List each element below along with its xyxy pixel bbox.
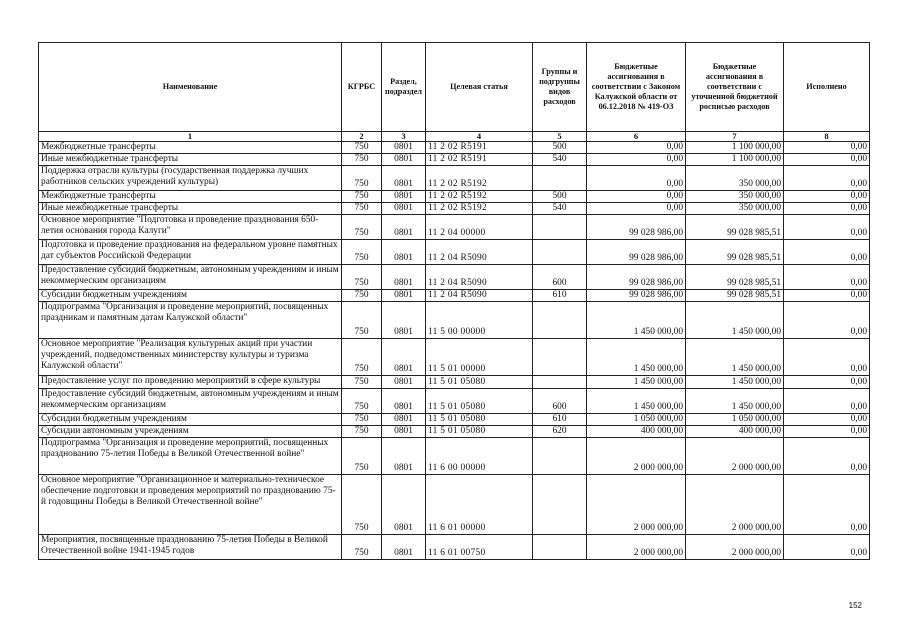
column-number: 1 [39, 132, 342, 142]
executed-amount-cell: 0,00 [784, 191, 870, 203]
target-cell: 11 2 04 R5090 [426, 290, 533, 302]
law-amount-cell: 1 450 000,00 [587, 389, 686, 414]
kgrbs-cell: 750 [342, 203, 382, 215]
law-amount-cell: 400 000,00 [587, 426, 686, 438]
razdel-cell: 0801 [382, 154, 426, 166]
razdel-cell: 0801 [382, 535, 426, 560]
column-number: 2 [342, 132, 382, 142]
kgrbs-cell: 750 [342, 438, 382, 475]
row-name-cell: Иные межбюджетные трансферты [39, 203, 342, 215]
refined-amount-cell: 2 000 000,00 [686, 438, 784, 475]
kgrbs-cell: 750 [342, 142, 382, 154]
table-row [39, 215, 870, 240]
table-row [39, 142, 870, 154]
group-cell: 620 [533, 426, 587, 438]
target-cell: 11 2 02 R5192 [426, 203, 533, 215]
column-number: 7 [686, 132, 784, 142]
table-row [39, 265, 870, 290]
kgrbs-cell: 750 [342, 240, 382, 265]
kgrbs-cell: 750 [342, 376, 382, 389]
table-row [39, 154, 870, 166]
column-number: 8 [784, 132, 870, 142]
row-name-cell: Субсидии автономным учреждениям [39, 426, 342, 438]
kgrbs-cell: 750 [342, 339, 382, 376]
column-number: 3 [382, 132, 426, 142]
executed-amount-cell: 0,00 [784, 414, 870, 426]
refined-amount-cell: 350 000,00 [686, 191, 784, 203]
kgrbs-cell: 750 [342, 191, 382, 203]
refined-amount-cell: 1 450 000,00 [686, 302, 784, 339]
executed-amount-cell: 0,00 [784, 389, 870, 414]
target-cell: 11 2 04 00000 [426, 215, 533, 240]
law-amount-cell: 1 450 000,00 [587, 376, 686, 389]
law-amount-cell: 99 028 986,00 [587, 240, 686, 265]
law-amount-cell: 0,00 [587, 191, 686, 203]
refined-amount-cell: 1 050 000,00 [686, 414, 784, 426]
row-name-cell: Предоставление субсидий бюджетным, автономным учреждениям и иным некоммерческим организациям [39, 389, 342, 414]
law-amount-cell: 2 000 000,00 [587, 475, 686, 535]
target-cell: 11 5 01 05080 [426, 426, 533, 438]
refined-amount-cell: 1 100 000,00 [686, 154, 784, 166]
group-cell [533, 475, 587, 535]
refined-amount-cell: 1 100 000,00 [686, 142, 784, 154]
group-cell [533, 535, 587, 560]
target-cell: 11 2 02 R5192 [426, 191, 533, 203]
group-cell: 610 [533, 290, 587, 302]
kgrbs-cell: 750 [342, 389, 382, 414]
executed-amount-cell: 0,00 [784, 203, 870, 215]
group-cell: 540 [533, 154, 587, 166]
razdel-cell: 0801 [382, 166, 426, 191]
executed-amount-cell: 0,00 [784, 265, 870, 290]
law-amount-cell: 0,00 [587, 154, 686, 166]
table-row [39, 240, 870, 265]
group-cell: 540 [533, 203, 587, 215]
refined-amount-cell: 99 028 985,51 [686, 240, 784, 265]
executed-amount-cell: 0,00 [784, 302, 870, 339]
budget-table [38, 42, 870, 560]
group-cell [533, 215, 587, 240]
razdel-cell: 0801 [382, 290, 426, 302]
executed-amount-cell: 0,00 [784, 339, 870, 376]
header-razdel: Раздел, подраздел [382, 43, 426, 132]
refined-amount-cell: 1 450 000,00 [686, 389, 784, 414]
kgrbs-cell: 750 [342, 535, 382, 560]
kgrbs-cell: 750 [342, 414, 382, 426]
razdel-cell: 0801 [382, 438, 426, 475]
refined-amount-cell: 99 028 985,51 [686, 290, 784, 302]
law-amount-cell: 0,00 [587, 166, 686, 191]
executed-amount-cell: 0,00 [784, 215, 870, 240]
razdel-cell: 0801 [382, 215, 426, 240]
kgrbs-cell: 750 [342, 290, 382, 302]
row-name-cell: Межбюджетные трансферты [39, 142, 342, 154]
refined-amount-cell: 350 000,00 [686, 203, 784, 215]
executed-amount-cell: 0,00 [784, 240, 870, 265]
kgrbs-cell: 750 [342, 475, 382, 535]
column-number: 4 [426, 132, 533, 142]
executed-amount-cell: 0,00 [784, 475, 870, 535]
kgrbs-cell: 750 [342, 302, 382, 339]
group-cell [533, 438, 587, 475]
row-name-cell: Предоставление субсидий бюджетным, автономным учреждениям и иным некоммерческим организациям [39, 265, 342, 290]
row-name-cell: Основное мероприятие "Подготовка и проведение празднования 650-летия основания города Калуги" [39, 215, 342, 240]
table-row [39, 535, 870, 560]
table-row [39, 166, 870, 191]
row-name-cell: Межбюджетные трансферты [39, 191, 342, 203]
group-cell: 610 [533, 414, 587, 426]
target-cell: 11 5 01 05080 [426, 414, 533, 426]
table-body [39, 142, 870, 560]
header-kgrbs: КГРБС [342, 43, 382, 132]
law-amount-cell: 1 450 000,00 [587, 302, 686, 339]
target-cell: 11 6 01 00750 [426, 535, 533, 560]
executed-amount-cell: 0,00 [784, 438, 870, 475]
target-cell: 11 5 01 05080 [426, 376, 533, 389]
law-amount-cell: 99 028 986,00 [587, 265, 686, 290]
kgrbs-cell: 750 [342, 215, 382, 240]
group-cell [533, 376, 587, 389]
row-name-cell: Подпрограмма "Организация и проведение мероприятий, посвященных празднованию 75-летия Победы в Великой Отечественной войне" [39, 438, 342, 475]
table-row [39, 426, 870, 438]
refined-amount-cell: 1 450 000,00 [686, 376, 784, 389]
header-executed: Исполнено [784, 43, 870, 132]
razdel-cell: 0801 [382, 475, 426, 535]
target-cell: 11 2 02 R5191 [426, 154, 533, 166]
table-row [39, 438, 870, 475]
refined-amount-cell: 99 028 985,51 [686, 265, 784, 290]
group-cell: 600 [533, 389, 587, 414]
executed-amount-cell: 0,00 [784, 142, 870, 154]
table-row [39, 475, 870, 535]
razdel-cell: 0801 [382, 414, 426, 426]
table-row [39, 290, 870, 302]
table-row [39, 302, 870, 339]
target-cell: 11 5 01 00000 [426, 339, 533, 376]
group-cell [533, 240, 587, 265]
group-cell: 600 [533, 265, 587, 290]
law-amount-cell: 2 000 000,00 [587, 438, 686, 475]
law-amount-cell: 0,00 [587, 142, 686, 154]
law-amount-cell: 99 028 986,00 [587, 215, 686, 240]
header-row [39, 43, 870, 132]
header-law: Бюджетные ассигнования в соответствии с Законом Калужской области от 06.12.2018 № 419-ОЗ [587, 43, 686, 132]
group-cell: 500 [533, 142, 587, 154]
group-cell: 500 [533, 191, 587, 203]
razdel-cell: 0801 [382, 339, 426, 376]
executed-amount-cell: 0,00 [784, 426, 870, 438]
refined-amount-cell: 1 450 000,00 [686, 339, 784, 376]
executed-amount-cell: 0,00 [784, 166, 870, 191]
table-row [39, 203, 870, 215]
table-row [39, 389, 870, 414]
razdel-cell: 0801 [382, 265, 426, 290]
group-cell [533, 339, 587, 376]
table-row [39, 339, 870, 376]
row-name-cell: Подпрограмма "Организация и проведение мероприятий, посвященных праздникам и памятным датам Калужской области" [39, 302, 342, 339]
razdel-cell: 0801 [382, 142, 426, 154]
row-name-cell: Основное мероприятие "Организационное и материально-техническое обеспечение подготовки и проведения мероприятий по празднованию 75-й годовщины Победы в Великой Отечественной войне" [39, 475, 342, 535]
row-name-cell: Субсидии бюджетным учреждениям [39, 290, 342, 302]
law-amount-cell: 0,00 [587, 203, 686, 215]
kgrbs-cell: 750 [342, 154, 382, 166]
refined-amount-cell: 400 000,00 [686, 426, 784, 438]
group-cell [533, 166, 587, 191]
row-name-cell: Поддержка отрасли культуры (государственная поддержка лучших работников сельских учреждений культуры) [39, 166, 342, 191]
law-amount-cell: 1 450 000,00 [587, 339, 686, 376]
header-refined: Бюджетные ассигнования в соответствии с уточненной бюджетной росписью расходов [686, 43, 784, 132]
kgrbs-cell: 750 [342, 166, 382, 191]
razdel-cell: 0801 [382, 376, 426, 389]
target-cell: 11 2 04 R5090 [426, 265, 533, 290]
column-number-row [39, 132, 870, 142]
table-row [39, 191, 870, 203]
executed-amount-cell: 0,00 [784, 154, 870, 166]
header-group: Группы и подгруппы видов расходов [533, 43, 587, 132]
refined-amount-cell: 99 028 985,51 [686, 215, 784, 240]
row-name-cell: Основное мероприятие "Реализация культурных акций при участии учреждений, подведомственных министерству культуры и туризма Калужской области" [39, 339, 342, 376]
executed-amount-cell: 0,00 [784, 535, 870, 560]
row-name-cell: Субсидии бюджетным учреждениям [39, 414, 342, 426]
target-cell: 11 5 01 05080 [426, 389, 533, 414]
header-name: Наименование [39, 43, 342, 132]
razdel-cell: 0801 [382, 302, 426, 339]
refined-amount-cell: 2 000 000,00 [686, 475, 784, 535]
target-cell: 11 2 02 R5192 [426, 166, 533, 191]
row-name-cell: Предоставление услуг по проведению мероприятий в сфере культуры [39, 376, 342, 389]
table-row [39, 376, 870, 389]
executed-amount-cell: 0,00 [784, 376, 870, 389]
target-cell: 11 2 02 R5191 [426, 142, 533, 154]
law-amount-cell: 1 050 000,00 [587, 414, 686, 426]
razdel-cell: 0801 [382, 203, 426, 215]
row-name-cell: Иные межбюджетные трансферты [39, 154, 342, 166]
group-cell [533, 302, 587, 339]
page-number: 152 [848, 601, 862, 610]
target-cell: 11 5 00 00000 [426, 302, 533, 339]
table-row [39, 414, 870, 426]
razdel-cell: 0801 [382, 240, 426, 265]
row-name-cell: Подготовка и проведение празднования на федеральном уровне памятных дат субъектов Российской Федерации [39, 240, 342, 265]
razdel-cell: 0801 [382, 191, 426, 203]
row-name-cell: Мероприятия, посвященные празднованию 75-летия Победы в Великой Отечественной войне 1941-1945 годов [39, 535, 342, 560]
target-cell: 11 6 01 00000 [426, 475, 533, 535]
column-number: 5 [533, 132, 587, 142]
column-number: 6 [587, 132, 686, 142]
razdel-cell: 0801 [382, 389, 426, 414]
law-amount-cell: 99 028 986,00 [587, 290, 686, 302]
razdel-cell: 0801 [382, 426, 426, 438]
kgrbs-cell: 750 [342, 426, 382, 438]
executed-amount-cell: 0,00 [784, 290, 870, 302]
refined-amount-cell: 2 000 000,00 [686, 535, 784, 560]
refined-amount-cell: 350 000,00 [686, 166, 784, 191]
target-cell: 11 6 00 00000 [426, 438, 533, 475]
target-cell: 11 2 04 R5090 [426, 240, 533, 265]
kgrbs-cell: 750 [342, 265, 382, 290]
law-amount-cell: 2 000 000,00 [587, 535, 686, 560]
header-target: Целевая статья [426, 43, 533, 132]
